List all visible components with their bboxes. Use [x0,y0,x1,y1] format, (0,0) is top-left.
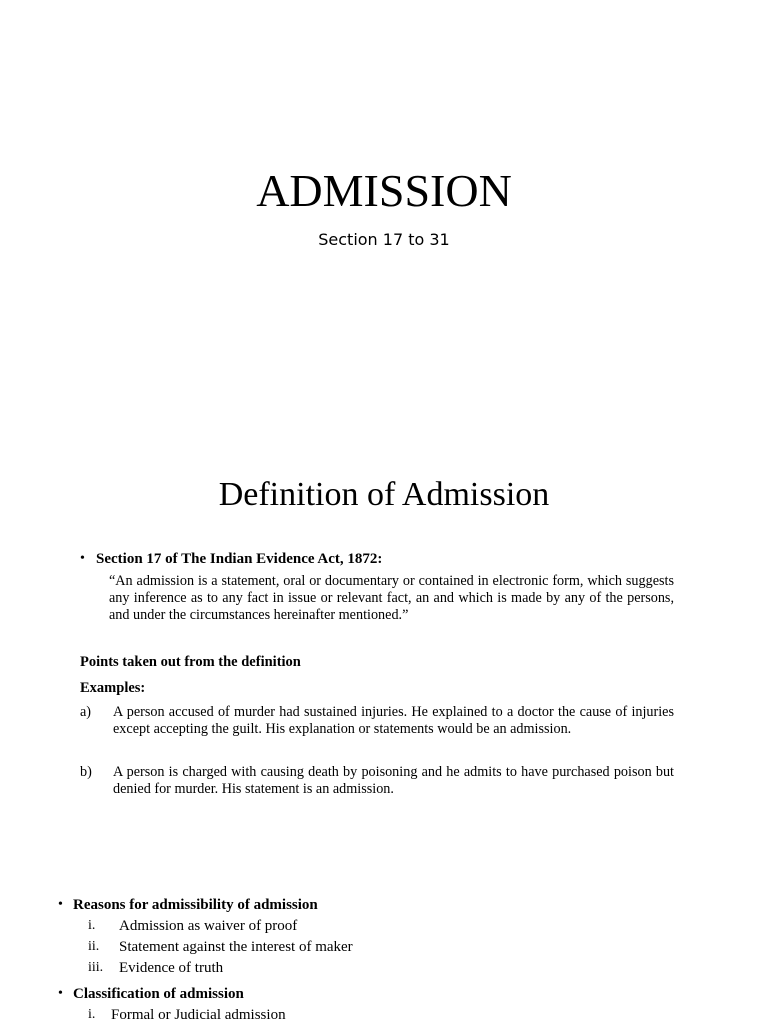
examples-label: Examples: [80,680,146,696]
bullet-icon: • [58,897,63,912]
bullet-icon: • [58,986,63,1001]
reasons-heading: Reasons for admissibility of admission [73,897,318,913]
example-marker: b) [80,764,92,780]
example-text: A person accused of murder had sustained injuries. He explained to a doctor the cause of injuries except accepting the guilt. His explanation or statements would be an admission. [113,704,674,737]
bullet-icon: • [80,551,85,566]
definition-title: Definition of Admission [218,476,550,513]
classification-heading: Classification of admission [73,986,244,1002]
points-label: Points taken out from the definition [80,654,301,670]
definition-quote: “An admission is a statement, oral or documentary or contained in electronic form, which suggests any inference as to any fact in issue or relevant fact, an and which is made by any of the persons, and under the circumstances hereinafter mentioned.” [109,573,674,623]
example-marker: a) [80,704,92,720]
list-number: i. [88,918,96,933]
slide-subtitle: Section 17 to 31 [318,230,450,249]
list-number: i. [88,1007,96,1022]
list-item: Evidence of truth [119,960,224,976]
list-number: ii. [88,939,100,954]
list-number: iii. [88,960,104,975]
example-text: A person is charged with causing death by poisoning and he admits to have purchased poison but denied for murder. His statement is an admission. [113,764,674,797]
slide-title: ADMISSION [256,165,512,216]
list-item: Admission as waiver of proof [119,918,298,934]
section-heading: Section 17 of The Indian Evidence Act, 1872: [96,551,383,567]
list-item: Statement against the interest of maker [119,939,353,955]
list-item: Formal or Judicial admission [111,1007,286,1023]
